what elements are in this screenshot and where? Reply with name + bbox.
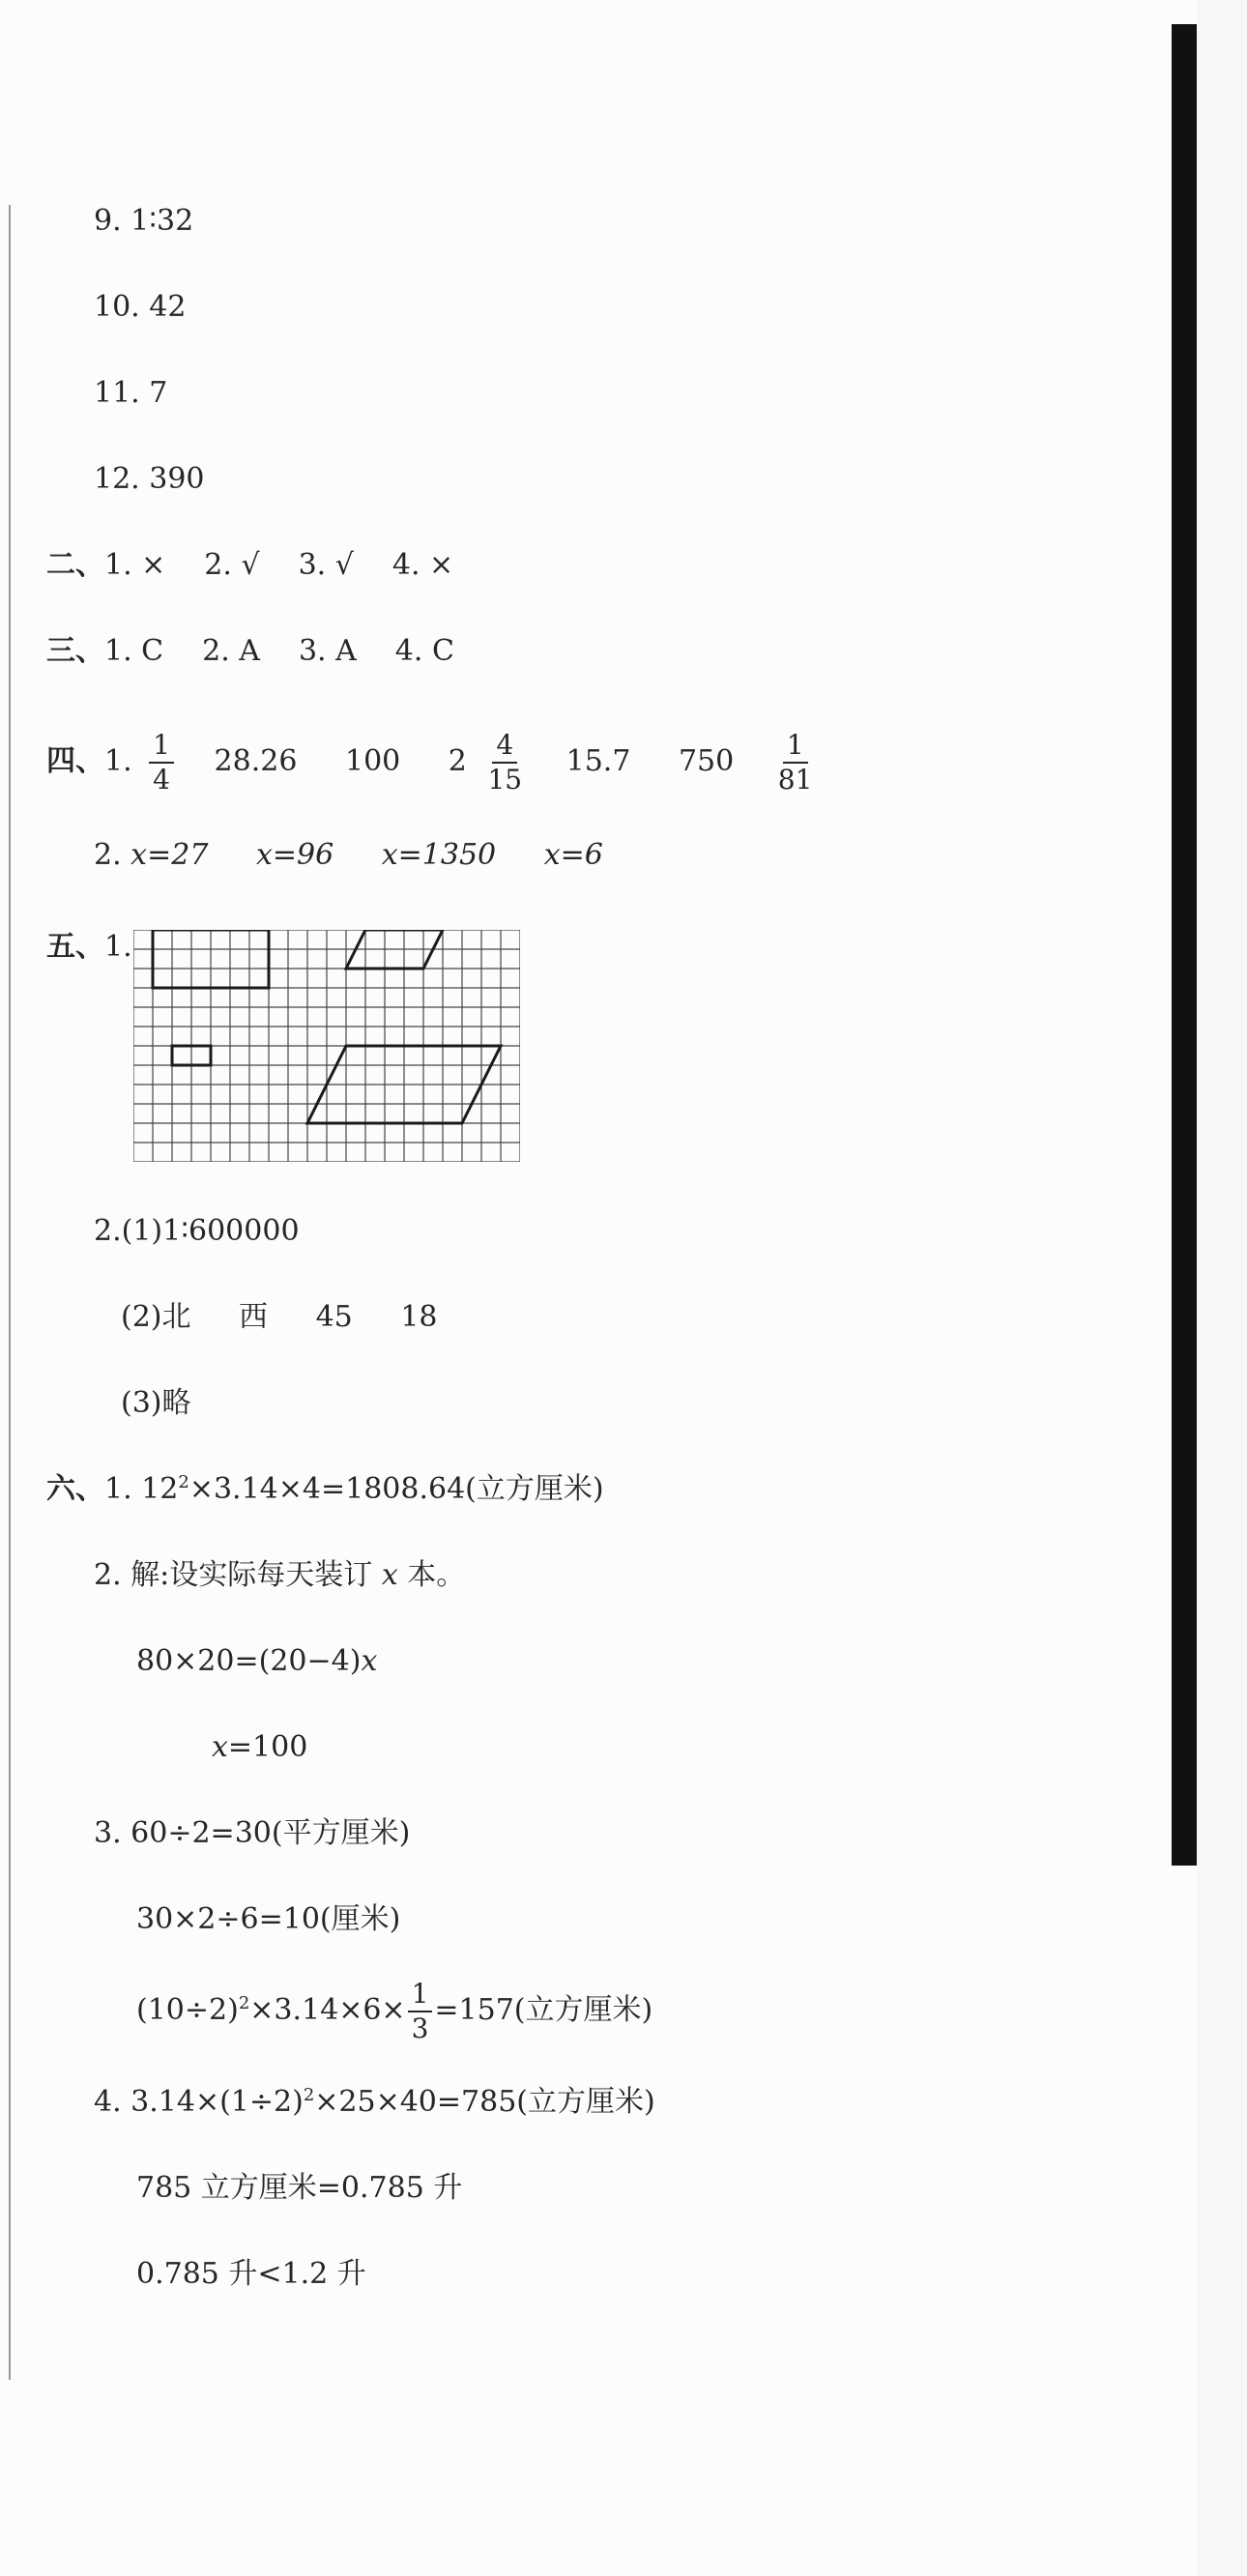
s6-q1-exponent: 2 [178, 1472, 189, 1492]
s6-q3-c-b: ×3.14×6× [249, 1993, 406, 2027]
s2-item-1: 1. × [104, 548, 166, 582]
s6-q2-eq: 80×20=(20−4) [136, 1644, 362, 1678]
s4-q2-label: 2. [94, 838, 122, 872]
scan-edge-bar [1172, 24, 1197, 1866]
s4-q2-eq: x=96 [255, 838, 334, 872]
s6-q2-ans-var: x [212, 1730, 228, 1764]
s5-angle: 45 [315, 1300, 353, 1334]
fraction-numerator: 1 [149, 729, 174, 764]
section-3-mark: 三、 [46, 634, 104, 668]
section-6-q2-answer [212, 1728, 307, 1767]
s4-value: 100 [344, 744, 401, 778]
s5-direction: 西 [239, 1300, 269, 1334]
s3-item-1: 1. C [104, 634, 164, 668]
fraction-4-15 [483, 729, 526, 796]
section-4-q2 [94, 836, 603, 875]
answer-9: 9. 1∶32 [94, 204, 194, 238]
s6-q2-variable: x [381, 1558, 398, 1592]
section-2-mark: 二、 [46, 548, 104, 582]
section-5-q1 [46, 928, 132, 967]
s4-q2-eq: x=27 [130, 838, 209, 872]
fraction-denominator: 81 [777, 764, 813, 796]
s3-item-3: 3. A [298, 634, 357, 668]
fraction-numerator: 1 [408, 1978, 433, 2012]
section-6-q4-c: 785 立方厘米=0.785 升 [136, 2171, 463, 2205]
s4-q2-eq: x=6 [543, 838, 603, 872]
scan-edge-bar-tail [1181, 1856, 1195, 1866]
s6-q3-c-c: =157(立方厘米) [434, 1993, 653, 2027]
section-6-q2 [94, 1556, 465, 1595]
s6-q2-ans: =100 [227, 1730, 308, 1764]
s3-item-4: 4. C [394, 634, 454, 668]
section-4-mark: 四、 [46, 744, 104, 778]
s6-q3-c-exponent: 2 [238, 1993, 250, 2013]
s4-q2-eq: x=1350 [381, 838, 497, 872]
s2-item-3: 3. √ [298, 548, 354, 582]
s5-q1-label: 1. [104, 930, 132, 964]
answer-11: 11. 7 [94, 376, 168, 410]
s4-value: 2 [448, 744, 467, 778]
section-6-q3-b: 30×2÷6=10(厘米) [136, 1902, 401, 1936]
section-6-q2-equation [136, 1642, 377, 1681]
section-6-q3-a: 3. 60÷2=30(平方厘米) [94, 1816, 411, 1850]
fraction-1-3 [408, 1978, 433, 2045]
section-6-q3-c [136, 1976, 652, 2045]
answer-12: 12. 390 [94, 462, 205, 496]
s6-q2-text: 2. 解:设实际每天装订 [94, 1558, 373, 1592]
section-5-q2-1: 2.(1)1∶600000 [94, 1214, 300, 1248]
section-5-mark: 五、 [46, 930, 104, 964]
fraction-denominator: 15 [487, 764, 523, 796]
s6-q4-exponent: 2 [303, 2085, 315, 2105]
section-2-line [46, 546, 453, 585]
s6-q1-rest: ×3.14×4=1808.64(立方厘米) [188, 1472, 604, 1506]
s4-value: 15.7 [566, 744, 631, 778]
s6-q3-c-a: (10÷2) [136, 1993, 239, 2027]
s2-item-2: 2. √ [204, 548, 260, 582]
s6-q1-label: 1. [104, 1472, 132, 1506]
left-margin-line [9, 205, 11, 2380]
s3-item-2: 2. A [202, 634, 260, 668]
drawing-grid [133, 930, 520, 1162]
section-6-mark: 六、 [46, 1472, 104, 1506]
section-5-q2-3: (3)略 [121, 1386, 191, 1420]
s6-q4-a: 4. 3.14×(1÷2) [94, 2085, 304, 2119]
fraction-1-4 [149, 729, 174, 796]
s6-q4-b: ×25×40=785(立方厘米) [314, 2085, 655, 2119]
fraction-numerator: 1 [783, 729, 808, 764]
page-right-strip [1197, 0, 1247, 2576]
s4-value: 28.26 [214, 744, 298, 778]
s5-direction: (2)北 [121, 1300, 191, 1334]
section-5-q2-2 [121, 1298, 438, 1337]
s6-q2-eq-var: x [361, 1644, 378, 1678]
section-6-q4-a [94, 2083, 655, 2122]
s2-item-4: 4. × [392, 548, 454, 582]
s6-q1-base: 12 [141, 1472, 179, 1506]
fraction-denominator: 3 [411, 2012, 429, 2044]
section-6-q4-d: 0.785 升<1.2 升 [136, 2257, 366, 2291]
fraction-numerator: 4 [492, 729, 517, 764]
section-6-q1 [46, 1470, 604, 1509]
section-3-line [46, 632, 454, 671]
fraction-denominator: 4 [153, 764, 170, 796]
s6-q2-text-end: 本。 [407, 1558, 466, 1592]
answer-10: 10. 42 [94, 290, 187, 324]
s4-value: 750 [678, 744, 735, 778]
section-4-q1 [46, 727, 824, 796]
s5-distance: 18 [400, 1300, 438, 1334]
fraction-1-81 [774, 729, 817, 796]
s4-q1-label: 1. [104, 744, 132, 778]
